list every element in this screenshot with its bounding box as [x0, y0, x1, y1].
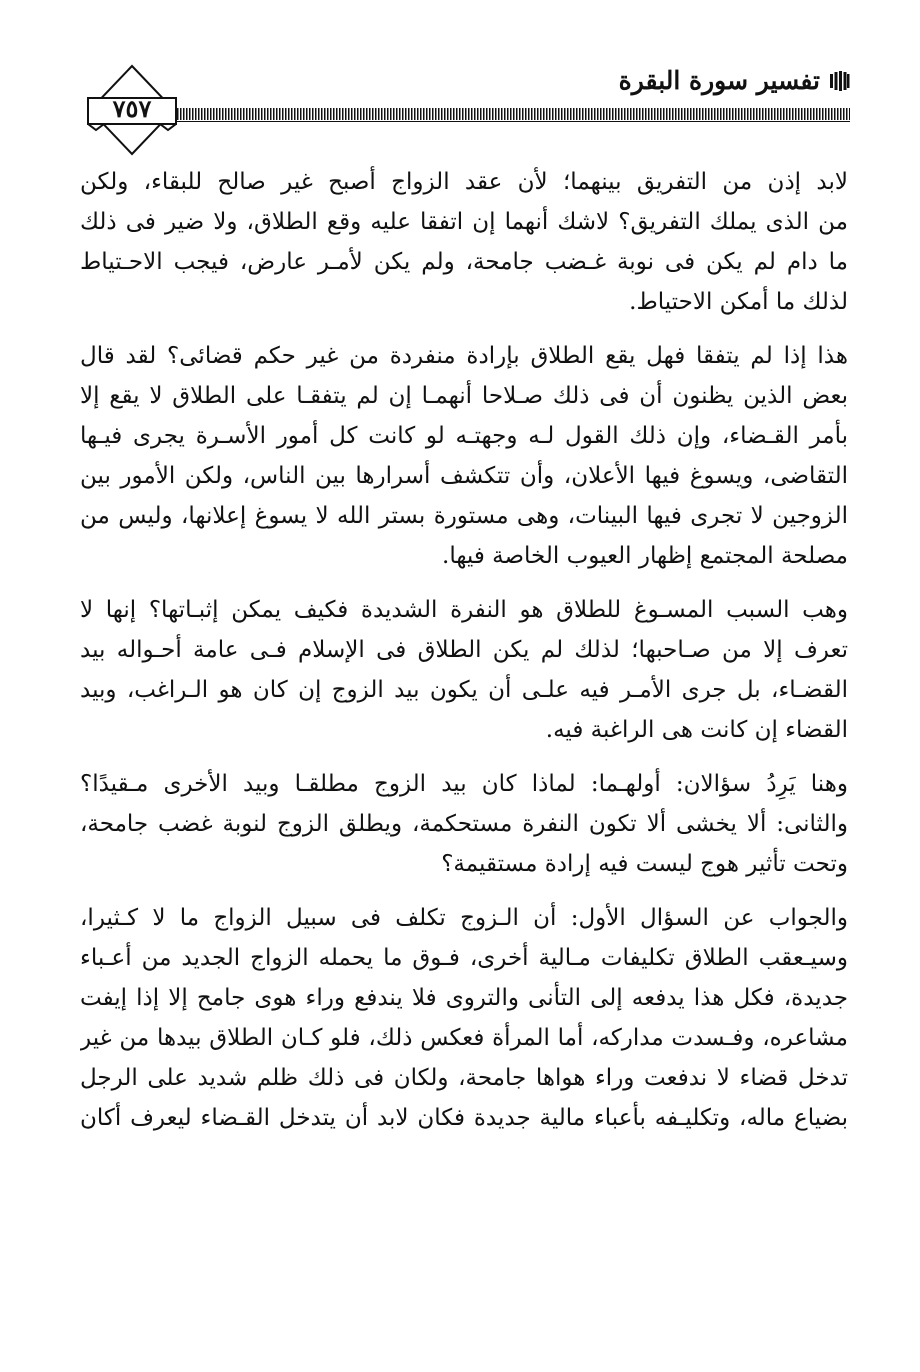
- text-line: مشاعره، وفـسدت مداركه، أما المرأة فعكس ذلك، فلو كـان الطلاق بيدها من غير: [80, 1025, 848, 1051]
- ornament-icon: [828, 70, 850, 92]
- text-line: القضاء إن كانت هى الراغبة فيه.: [545, 717, 848, 743]
- text-line: بعض الذين يظنون أن فى ذلك صـلاحا أنهمـا إن لم يتفقـا على الطلاق لا يقع إلا: [80, 383, 848, 409]
- page-header: [80, 60, 850, 160]
- running-title: [619, 66, 850, 95]
- paragraph: [80, 162, 848, 322]
- text-line: لذلك ما أمكن الاحتياط.: [629, 289, 848, 315]
- text-line: التقاضى، ويسوغ فيها الأعلان، وأن تتكشف أسرارها بين الناس، ولكن الأمور بين: [80, 463, 848, 489]
- text-line: وهب السبب المسـوغ للطلاق هو النفرة الشديدة فكيف يمكن إثبـاتها؟ إنها لا: [80, 597, 848, 623]
- text-line: الزوجين لا تجرى فيها البينات، وهى مستورة بستر الله لا يسوغ إعلانها، وليس من: [80, 503, 848, 529]
- text-line: ما دام لم يكن فى نوبة غـضب جامحة، ولم يكن لأمـر عارض، فيجب الاحـتياط: [80, 249, 848, 275]
- text-line: وهنا يَرِدُ سؤالان: أولهـما: لماذا كان بيد الزوج مطلقـا وبيد الأخرى مـقيدًا؟: [80, 771, 848, 797]
- header-rule: [162, 108, 850, 120]
- paragraph: [80, 590, 848, 750]
- paragraph: [80, 764, 848, 884]
- running-title-text: تفسير سورة البقرة: [618, 66, 820, 95]
- text-line: والجواب عن السؤال الأول: أن الـزوج تكلف فى سبيل الزواج ما لا كـثيرا،: [80, 905, 848, 931]
- paragraph: [80, 336, 848, 576]
- header-rule-line: [162, 121, 850, 122]
- text-line: من الذى يملك التفريق؟ لاشك أنهما إن اتفقا عليه وقع الطلاق، ولا ضير فى ذلك: [80, 209, 848, 235]
- text-line: القضـاء، بل جرى الأمـر فيه علـى أن يكون بيد الزوج إن كان هو الـراغب، وبيد: [80, 677, 848, 703]
- text-line: لابد إذن من التفريق بينهما؛ لأن عقد الزواج أصبح غير صالح للبقاء، ولكن: [80, 169, 848, 195]
- text-line: جديدة، فكل هذا يدفعه إلى التأنى والتروى فلا يندفع وراء هوى جامح إلا إذا إيفت: [80, 985, 848, 1011]
- text-line: وتحت تأثير هوج ليست فيه إرادة مستقيمة؟: [441, 851, 848, 877]
- text-line: بضياع ماله، وتكليـفه بأعباء مالية جديدة فكان لابد أن يتدخل القـضاء ليعرف أكان: [80, 1105, 848, 1131]
- text-line: تعرف إلا من صـاحبها؛ لذلك لم يكن الطلاق فى الإسلام فـى عامة أحـواله بيد: [80, 637, 848, 663]
- paragraph: [80, 898, 848, 1138]
- page-number: ٧٥٧: [112, 94, 152, 123]
- text-line: بأمر القـضاء، وإن ذلك القول لـه وجهتـه لو كانت كل أمور الأسـرة يجرى فيـها: [80, 423, 848, 449]
- body-text: [80, 162, 848, 1152]
- text-line: وسيـعقب الطلاق تكليفات مـالية أخرى، فـوق ما يحمله الزواج الجديد من أعـباء: [80, 945, 848, 971]
- text-line: مصلحة المجتمع إظهار العيوب الخاصة فيها.: [442, 543, 848, 569]
- text-line: والثانى: ألا يخشى ألا تكون النفرة مستحكمة، ويطلق الزوج لنوبة غضب جامحة،: [80, 811, 848, 837]
- text-line: تدخل قضاء لا ندفعت وراء هواها جامحة، ولكان فى ذلك ظلم شديد على الرجل: [80, 1065, 848, 1091]
- page-number-badge: [84, 64, 180, 156]
- text-line: هذا إذا لم يتفقا فهل يقع الطلاق بإرادة منفردة من غير حكم قضائى؟ لقد قال: [80, 343, 848, 369]
